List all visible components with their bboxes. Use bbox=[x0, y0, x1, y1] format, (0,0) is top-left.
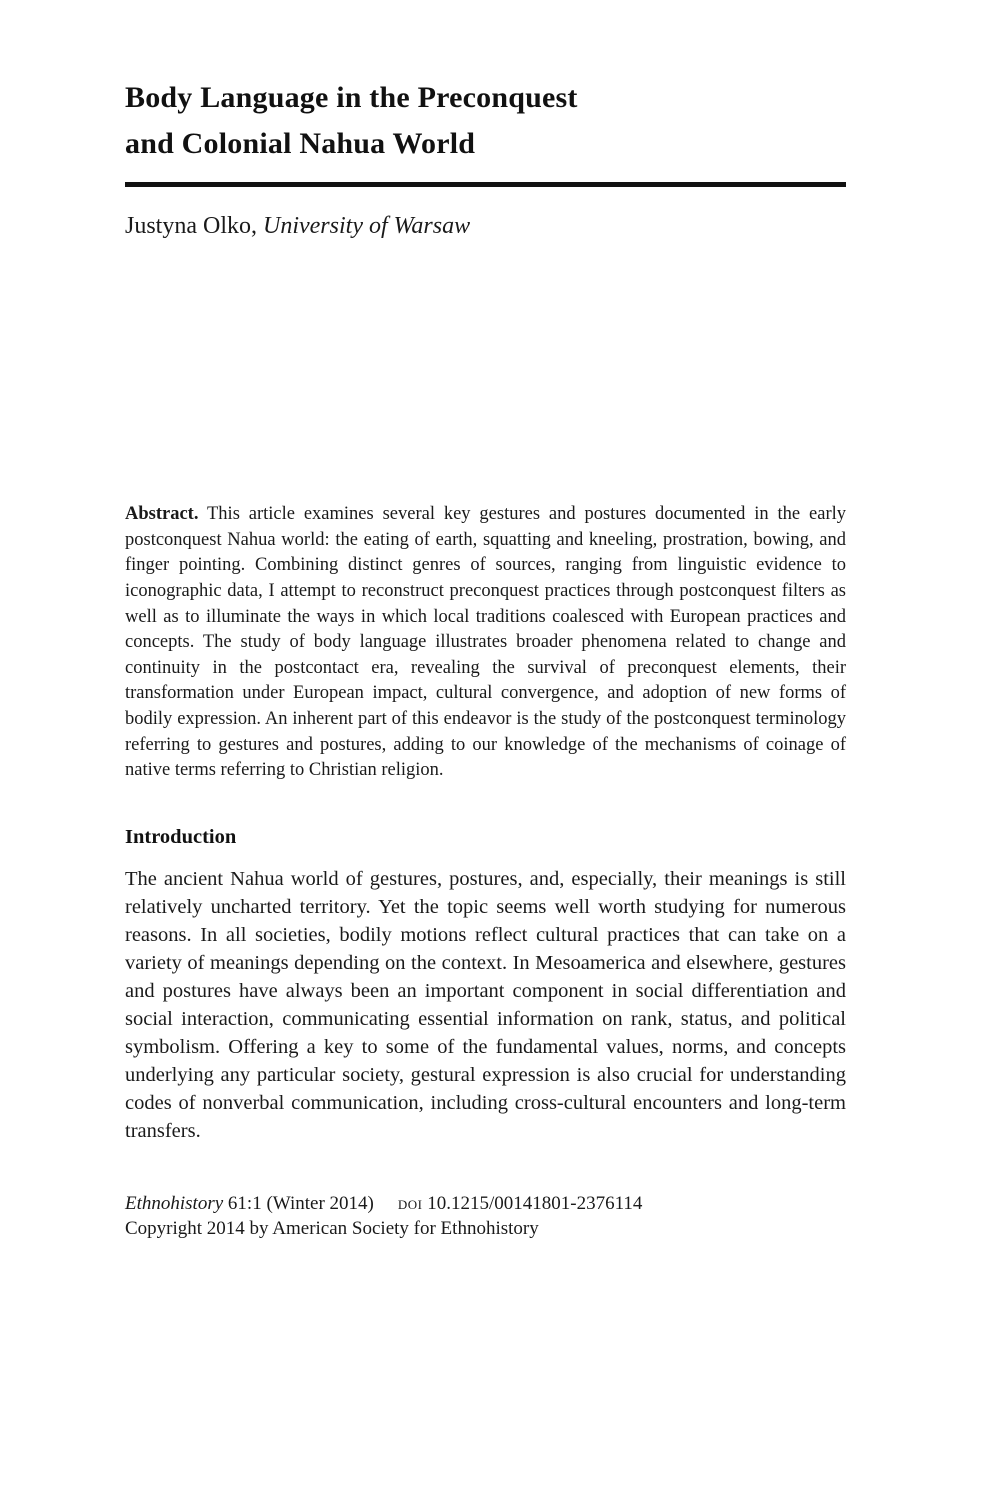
article-title bbox=[125, 75, 846, 166]
article-title-line1: Body Language in the Preconquest bbox=[125, 81, 578, 114]
abstract-paragraph bbox=[125, 502, 846, 784]
author-affiliation: University of Warsaw bbox=[263, 213, 471, 240]
author-line bbox=[125, 213, 846, 240]
author-name: Justyna Olko, bbox=[125, 213, 263, 240]
copyright-line: Copyright 2014 by American Society for Ethnohistory bbox=[125, 1217, 539, 1239]
doi-number: 10.1215/00141801-2376114 bbox=[422, 1192, 643, 1214]
journal-issue: 61:1 (Winter 2014) bbox=[223, 1192, 374, 1214]
section-heading-introduction: Introduction bbox=[125, 825, 237, 848]
doi-label: doi bbox=[397, 1192, 423, 1214]
article-title-line2: and Colonial Nahua World bbox=[125, 126, 476, 160]
title-rule bbox=[125, 182, 846, 187]
journal-citation-line bbox=[125, 1191, 846, 1216]
abstract-text: This article examines several key gestures and postures documented in the early postconquest Nahua world: the eating of earth, squatting and kneeling, prostration, bowing, and finger pointing. Combining distinct genres of sources, ranging from linguistic evidence to iconographic data, I attempt to reconstruct preconquest practices through postconquest filters as well as to illuminate the ways in which local traditions coalesced with European practices and concepts. The study of body language illustrates broader phenomena related to change and continuity in the postcontact era, revealing the survival of preconquest elements, their transformation under European impact, cultural convergence, and adoption of new forms of bodily expression. An inherent part of this endeavor is the study of the postconquest terminology referring to gestures and postures, adding to our knowledge of the mechanisms of coinage of native terms referring to Christian religion. bbox=[125, 504, 846, 781]
journal-name: Ethnohistory bbox=[125, 1192, 224, 1214]
abstract-label: Abstract. bbox=[125, 504, 199, 525]
footer-citation bbox=[125, 1191, 846, 1241]
introduction-paragraph: The ancient Nahua world of gestures, postures, and, especially, their meanings is still relatively uncharted territory. Yet the topic seems well worth studying for numerous reasons. In all societies, bodily motions reflect cultural practices that can take on a variety of meanings depending on the context. In Mesoamerica and elsewhere, gestures and postures have always been an important component in social differentiation and social interaction, communicating essential information on rank, status, and political symbolism. Offering a key to some of the fundamental values, norms, and concepts underlying any particular society, gestural expression is also crucial for understanding codes of nonverbal communication, including cross-cultural encounters and long-term transfers. bbox=[125, 867, 846, 1142]
